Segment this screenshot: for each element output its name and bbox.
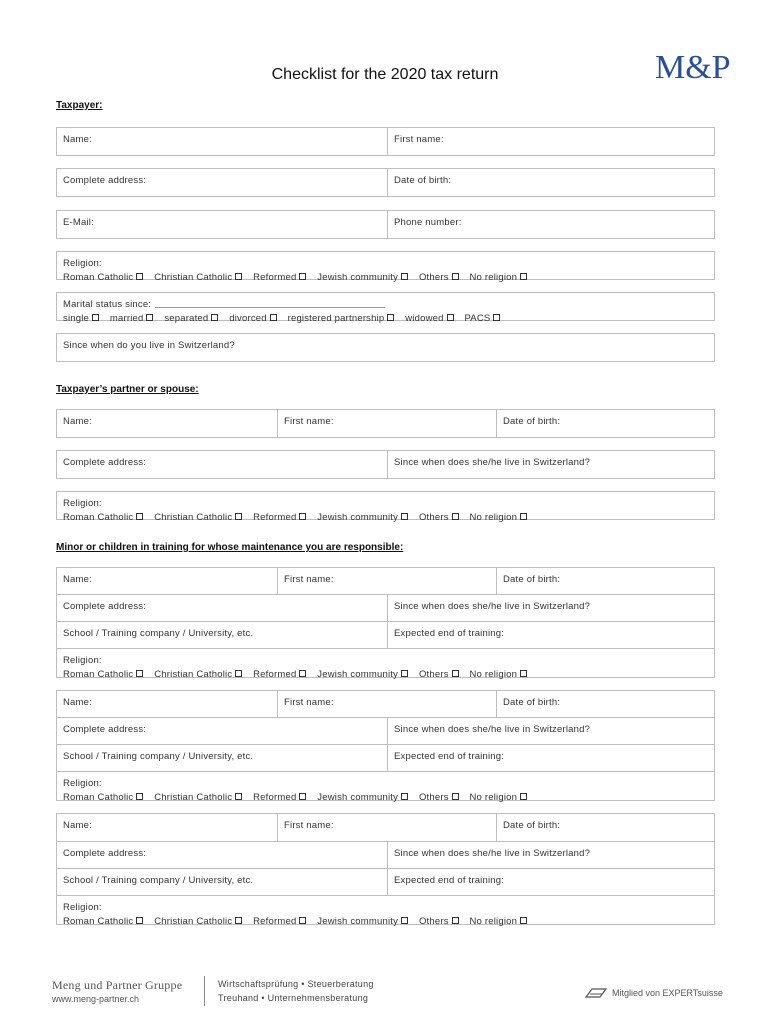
religion-label: Religion: [63, 258, 102, 269]
child-dob-field[interactable]: Date of birth: [496, 814, 714, 841]
child-end-training-field[interactable]: Expected end of training: [387, 745, 714, 771]
child-first-name-field[interactable]: First name: [277, 568, 496, 594]
checkbox[interactable] [493, 314, 500, 321]
section-children: Minor or children in training for whose maintenance you are responsible: [56, 542, 404, 553]
child-2-religion-row: Religion: Roman Catholic Christian Catholic Reformed Jewish community Others No religion [56, 772, 715, 801]
footer-divider [204, 976, 205, 1006]
child-end-training-field[interactable]: Expected end of training: [387, 622, 714, 648]
child-name-field[interactable]: Name: [63, 574, 92, 585]
partner-address-field[interactable]: Complete address: [63, 457, 147, 468]
expertsuisse-icon [584, 987, 608, 999]
checkbox[interactable] [520, 273, 527, 280]
taxpayer-contact-row [56, 210, 715, 239]
checkbox[interactable] [270, 314, 277, 321]
child-name-field[interactable]: Name: [63, 820, 92, 831]
child-school-field[interactable]: School / Training company / University, etc. [63, 875, 254, 886]
checkbox[interactable] [235, 793, 242, 800]
checkbox[interactable] [520, 917, 527, 924]
taxpayer-email-field[interactable]: E-Mail: [63, 217, 94, 228]
checkbox[interactable] [235, 670, 242, 677]
checkbox[interactable] [92, 314, 99, 321]
child-3-school-row [56, 869, 715, 896]
checkbox[interactable] [299, 513, 306, 520]
page-title: Checklist for the 2020 tax return [271, 66, 499, 83]
logo-text: M&P [655, 49, 731, 86]
child-2-school-row [56, 745, 715, 772]
checkbox[interactable] [387, 314, 394, 321]
child-since-switzerland-field[interactable]: Since when does she/he live in Switzerland? [387, 842, 714, 868]
checkbox[interactable] [520, 670, 527, 677]
child-name-field[interactable]: Name: [63, 697, 92, 708]
taxpayer-address-row [56, 168, 715, 197]
child-3-name-row [56, 813, 715, 842]
child-3-religion-row: Religion: Roman Catholic Christian Catholic Reformed Jewish community Others No religion [56, 896, 715, 925]
footer-services-line-1: Wirtschaftsprüfung • Steuerberatung [218, 979, 374, 989]
taxpayer-marital-row [56, 292, 715, 324]
child-1-religion-row: Religion: Roman Catholic Christian Catholic Reformed Jewish community Others No religion [56, 649, 715, 678]
partner-name-row [56, 409, 715, 438]
taxpayer-address-field[interactable]: Complete address: [63, 175, 147, 186]
checkbox[interactable] [452, 917, 459, 924]
checkbox[interactable] [452, 273, 459, 280]
checkbox[interactable] [401, 670, 408, 677]
child-since-switzerland-field[interactable]: Since when does she/he live in Switzerland? [387, 595, 714, 621]
taxpayer-religion-row [56, 251, 715, 283]
checkbox[interactable] [235, 513, 242, 520]
taxpayer-since-switzerland-field[interactable]: Since when do you live in Switzerland? [63, 340, 235, 351]
checkbox[interactable] [401, 513, 408, 520]
child-school-field[interactable]: School / Training company / University, etc. [63, 751, 254, 762]
taxpayer-name-row [56, 127, 715, 156]
checkbox[interactable] [146, 314, 153, 321]
taxpayer-dob-field[interactable]: Date of birth: [387, 169, 714, 196]
partner-address-row [56, 450, 715, 479]
child-dob-field[interactable]: Date of birth: [496, 691, 714, 717]
footer-services-line-2: Treuhand • Unternehmensberatung [218, 993, 369, 1003]
child-since-switzerland-field[interactable]: Since when does she/he live in Switzerland? [387, 718, 714, 744]
checkbox[interactable] [452, 513, 459, 520]
child-end-training-field[interactable]: Expected end of training: [387, 869, 714, 895]
partner-religion-row: Religion: Roman Catholic Christian Catholic Reformed Jewish community Others No religion [56, 491, 715, 520]
child-2-address-row [56, 718, 715, 745]
partner-first-name-field[interactable]: First name: [277, 410, 496, 437]
checkbox[interactable] [520, 793, 527, 800]
marital-status-label: Marital status since: [63, 299, 152, 310]
checkbox[interactable] [447, 314, 454, 321]
taxpayer-name-field[interactable]: Name: [63, 134, 92, 145]
taxpayer-switzerland-row [56, 333, 715, 362]
checkbox[interactable] [299, 670, 306, 677]
checkbox[interactable] [452, 670, 459, 677]
child-1-address-row [56, 595, 715, 622]
checkbox[interactable] [235, 917, 242, 924]
child-dob-field[interactable]: Date of birth: [496, 568, 714, 594]
checkbox[interactable] [401, 917, 408, 924]
child-address-field[interactable]: Complete address: [63, 601, 147, 612]
footer-membership: Mitglied von EXPERTsuisse [612, 988, 723, 998]
child-1-school-row [56, 622, 715, 649]
section-taxpayer: Taxpayer: [56, 100, 103, 111]
partner-name-field[interactable]: Name: [63, 416, 92, 427]
child-first-name-field[interactable]: First name: [277, 814, 496, 841]
child-1-name-row [56, 567, 715, 595]
child-address-field[interactable]: Complete address: [63, 848, 147, 859]
partner-since-switzerland-field[interactable]: Since when does she/he live in Switzerland? [387, 451, 714, 478]
footer-company: Meng und Partner Gruppe [52, 978, 183, 992]
checkbox[interactable] [401, 273, 408, 280]
checkbox[interactable] [299, 917, 306, 924]
child-2-name-row [56, 690, 715, 718]
partner-dob-field[interactable]: Date of birth: [496, 410, 714, 437]
checkbox[interactable] [235, 273, 242, 280]
checkbox[interactable] [136, 513, 143, 520]
child-address-field[interactable]: Complete address: [63, 724, 147, 735]
child-school-field[interactable]: School / Training company / University, etc. [63, 628, 254, 639]
marital-options: single married separated divorced registered partnership widowed PACS [63, 312, 708, 326]
checkbox[interactable] [136, 670, 143, 677]
page-footer [0, 960, 770, 1024]
checkbox[interactable] [401, 793, 408, 800]
checkbox[interactable] [136, 273, 143, 280]
taxpayer-first-name-field[interactable]: First name: [387, 128, 714, 155]
checkbox[interactable] [452, 793, 459, 800]
taxpayer-phone-field[interactable]: Phone number: [387, 211, 714, 238]
checkbox[interactable] [299, 273, 306, 280]
section-partner: Taxpayer’s partner or spouse: [56, 384, 199, 395]
checkbox[interactable] [136, 917, 143, 924]
checkbox[interactable] [299, 793, 306, 800]
footer-website: www.meng-partner.ch [52, 994, 140, 1004]
checkbox[interactable] [136, 793, 143, 800]
marital-date-line[interactable] [155, 300, 385, 308]
religion-options: Roman Catholic Christian Catholic Reformed Jewish community Others No religion [63, 271, 708, 285]
checkbox[interactable] [211, 314, 218, 321]
child-first-name-field[interactable]: First name: [277, 691, 496, 717]
checkbox[interactable] [520, 513, 527, 520]
child-3-address-row [56, 842, 715, 869]
